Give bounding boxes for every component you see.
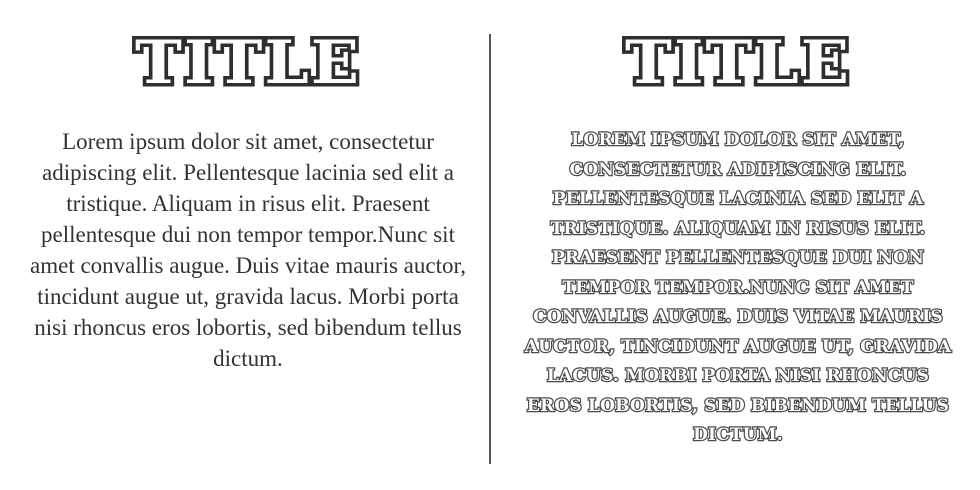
right-body-text: LOREM IPSUM DOLOR SIT AMET, CONSECTETUR ADIPISCING ELIT. PELLENTESQUE LACINIA SED ELIT A TRISTIQUE. ALIQUAM IN RISUS ELIT. PRAESENT PELLENTESQUE DUI NON TEMPOR TEMPOR.NUNC SIT AMET CONVALLIS AUGUE. DUIS VITAE MAURIS AUCTOR, TINCIDUNT AUGUE UT, GRAVIDA LACUS. MORBI PORTA NISI RHONCUS EROS LOBORTIS, SED BIBENDUM TELLUS DICTUM. [524, 130, 952, 445]
right-title: TITLE [624, 28, 852, 98]
right-column [518, 0, 958, 490]
left-body-text: Lorem ipsum dolor sit amet, consectetur adipiscing elit. Pellentesque lacinia sed elit a tristique. Aliquam in risus elit. Praesent pellentesque dui non tempor tempor.Nunc sit amet convallis augue. Duis vitae mauris auctor, tincidunt augue ut, gravida lacus. Morbi porta nisi rhoncus eros lobortis, sed bibendum tellus dictum. [30, 129, 466, 371]
column-divider [489, 34, 491, 464]
left-title: TITLE [134, 28, 362, 98]
left-column [28, 0, 468, 490]
